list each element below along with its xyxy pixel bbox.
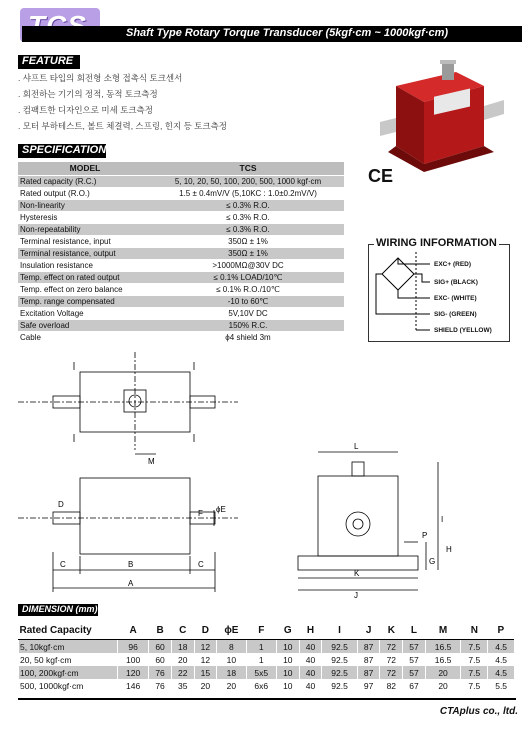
dim-label-D: D [58, 500, 64, 509]
wiring-diagram [368, 244, 508, 340]
dim-cell: 1 [246, 640, 276, 654]
spec-label: Non-linearity [18, 200, 152, 212]
spec-value: >1000MΩ@30V DC [152, 260, 344, 272]
side-view-drawing [298, 452, 438, 590]
wiring-label: SHIELD (YELLOW) [434, 327, 492, 334]
dim-cell: 10 [217, 653, 246, 666]
spec-label: Cable [18, 332, 152, 344]
dim-col-header: A [118, 622, 149, 640]
dim-label-L: L [354, 442, 359, 451]
table-row [18, 260, 344, 272]
dim-col-header: I [322, 622, 358, 640]
table-row [18, 200, 344, 212]
dim-cell: 40 [299, 679, 322, 692]
spec-col-value: TCS [152, 162, 344, 176]
ce-mark: CE [368, 166, 394, 186]
spec-label: Rated output (R.O.) [18, 188, 152, 200]
dim-label-B: B [128, 560, 134, 569]
wiring-label: EXC- (WHITE) [434, 295, 477, 302]
spec-heading-bar [18, 144, 106, 158]
dim-cell: 20 [425, 679, 461, 692]
dim-cell: 76 [149, 666, 172, 679]
dim-cell: 7.5 [461, 679, 488, 692]
spec-col-model: MODEL [18, 162, 152, 176]
spec-label: Safe overload [18, 320, 152, 332]
feature-list [18, 70, 227, 134]
dim-cell: 16.5 [425, 653, 461, 666]
dim-col-header: F [246, 622, 276, 640]
dim-label-K: K [354, 569, 360, 578]
table-row [19, 653, 515, 666]
dim-col-header: J [357, 622, 380, 640]
dim-cell: 22 [171, 666, 194, 679]
dim-col-header: K [380, 622, 403, 640]
dim-cell: 5.5 [488, 679, 514, 692]
spec-label: Hysteresis [18, 212, 152, 224]
dim-cell: 16.5 [425, 640, 461, 654]
dim-label-M: M [148, 457, 155, 466]
dim-cell: 4.5 [488, 666, 514, 679]
dim-col-header: B [149, 622, 172, 640]
dim-cell: 40 [299, 666, 322, 679]
dim-cell: 6x6 [246, 679, 276, 692]
dim-cell: 87 [357, 640, 380, 654]
page-title: Shaft Type Rotary Torque Transducer (5kgf·cm ~ 1000kgf·cm) [126, 27, 449, 39]
product-photo [368, 60, 508, 178]
dim-label-J: J [354, 591, 358, 600]
dim-cell: 40 [299, 653, 322, 666]
top-view-drawing [18, 352, 238, 454]
spec-label: Excitation Voltage [18, 308, 152, 320]
spec-label: Temp. effect on rated output [18, 272, 152, 284]
spec-value: ≤ 0.1% LOAD/10℃ [152, 272, 344, 284]
dim-cell: 92.5 [322, 640, 358, 654]
table-row [18, 176, 344, 188]
dimension-header-row [19, 622, 515, 640]
dim-cell: 10 [276, 679, 299, 692]
dim-label-F: F [198, 509, 203, 518]
dim-cell: 57 [403, 666, 426, 679]
dimension-heading-bar [18, 604, 98, 616]
dim-cell: 120 [118, 666, 149, 679]
table-row [18, 188, 344, 200]
dim-cell: 72 [380, 666, 403, 679]
table-row [19, 640, 515, 654]
feature-item: . 컴팩트한 디자인으로 미세 토크측정 [18, 105, 153, 115]
dim-cell: 57 [403, 653, 426, 666]
dim-cell: 35 [171, 679, 194, 692]
dim-cell: 12 [194, 640, 217, 654]
company-name: CTAplus co., ltd. [439, 706, 518, 717]
spec-label: Insulation resistance [18, 260, 152, 272]
title-bar [22, 26, 522, 42]
spec-value: ≤ 0.1% R.O./10℃ [152, 284, 344, 296]
dim-label-A: A [128, 579, 134, 588]
dim-cell: 4.5 [488, 640, 514, 654]
table-row [18, 248, 344, 260]
spec-value: 5, 10, 20, 50, 100, 200, 500, 1000 kgf·cm [152, 176, 344, 188]
dim-cell: 8 [217, 640, 246, 654]
dim-cell: 100, 200kgf·cm [19, 666, 118, 679]
table-row [19, 666, 515, 679]
dim-cell: 18 [171, 640, 194, 654]
dim-label-G: G [429, 557, 436, 566]
spec-value: ≤ 0.3% R.O. [152, 200, 344, 212]
dim-cell: 20 [217, 679, 246, 692]
dim-cell: 20 [171, 653, 194, 666]
feature-item: . 회전하는 기기의 정적, 동적 토크측정 [18, 89, 158, 99]
spec-value: 150% R.C. [152, 320, 344, 332]
spec-value: ≤ 0.3% R.O. [152, 212, 344, 224]
spec-label: Terminal resistance, input [18, 236, 152, 248]
dim-label-I: I [441, 515, 444, 524]
dim-label-C-right: C [198, 560, 204, 569]
dim-cell: 40 [299, 640, 322, 654]
table-row [18, 284, 344, 296]
front-view-drawing [18, 478, 238, 592]
wiring-title: WIRING INFORMATION [376, 237, 497, 249]
spec-value: ≤ 0.3% R.O. [152, 224, 344, 236]
spec-value: 350Ω ± 1% [152, 248, 344, 260]
dim-col-header: N [461, 622, 488, 640]
dim-col-header: G [276, 622, 299, 640]
spec-label: Terminal resistance, output [18, 248, 152, 260]
dim-cell: 20 [425, 666, 461, 679]
table-row [18, 212, 344, 224]
dim-cell: 96 [118, 640, 149, 654]
feature-heading: FEATURE [22, 55, 74, 67]
dim-cell: 5x5 [246, 666, 276, 679]
spec-value: 1.5 ± 0.4mV/V (5,10KC : 1.0±0.2mV/V) [152, 188, 344, 200]
feature-item: . 샤프트 타입의 회전형 소형 접촉식 토크센서 [18, 73, 183, 83]
dim-col-header: ϕE [217, 622, 246, 640]
spec-label: Rated capacity (R.C.) [18, 176, 152, 188]
dim-col-header: M [425, 622, 461, 640]
table-row [18, 320, 344, 332]
dim-cell: 60 [149, 653, 172, 666]
feature-heading-bar [18, 55, 80, 69]
footer-divider [18, 698, 516, 700]
dim-cell: 7.5 [461, 653, 488, 666]
wiring-label: SIG- (GREEN) [434, 311, 477, 318]
dim-cell: 12 [194, 653, 217, 666]
dim-cell: 92.5 [322, 679, 358, 692]
dim-cell: 87 [357, 653, 380, 666]
dim-label-E: ϕE [216, 505, 226, 514]
dim-cell: 10 [276, 653, 299, 666]
dim-col-header: L [403, 622, 426, 640]
table-row [18, 272, 344, 284]
dim-cell: 10 [276, 640, 299, 654]
dim-col-header: C [171, 622, 194, 640]
table-row [18, 296, 344, 308]
dim-cell: 82 [380, 679, 403, 692]
dim-cell: 20 [194, 679, 217, 692]
spec-value: 350Ω ± 1% [152, 236, 344, 248]
dim-cell: 5, 10kgf·cm [19, 640, 118, 654]
dim-label-C-left: C [60, 560, 66, 569]
dim-cell: 146 [118, 679, 149, 692]
spec-label: Temp. range compensated [18, 296, 152, 308]
spec-value: ϕ4 shield 3m [152, 332, 344, 344]
wiring-info [368, 237, 510, 340]
table-row [19, 679, 515, 692]
dim-col-header: H [299, 622, 322, 640]
dim-label-P: P [422, 531, 428, 540]
dim-cell: 7.5 [461, 640, 488, 654]
dim-cell: 76 [149, 679, 172, 692]
feature-item: . 모터 부하테스트, 볼트 체결력, 스프링, 힌지 등 토크측정 [18, 121, 227, 131]
wiring-label: EXC+ (RED) [434, 261, 472, 268]
spec-heading: SPECIFICATION [22, 144, 107, 156]
dim-cell: 100 [118, 653, 149, 666]
dim-cell: 18 [217, 666, 246, 679]
spec-value: 5V,10V DC [152, 308, 344, 320]
dim-label-H: H [446, 545, 452, 554]
table-row [18, 224, 344, 236]
dim-cell: 67 [403, 679, 426, 692]
dim-cell: 7.5 [461, 666, 488, 679]
dim-cell: 10 [276, 666, 299, 679]
dim-cell: 4.5 [488, 653, 514, 666]
spec-table [18, 161, 344, 343]
dim-cell: 60 [149, 640, 172, 654]
dim-cell: 500, 1000kgf·cm [19, 679, 118, 692]
dimension-drawings [18, 352, 518, 602]
dimension-heading: DIMENSION (mm) [22, 604, 98, 614]
table-row [18, 332, 344, 344]
dim-cell: 15 [194, 666, 217, 679]
spec-label: Non-repeatability [18, 224, 152, 236]
spec-label: Temp. effect on zero balance [18, 284, 152, 296]
dim-cell: 87 [357, 666, 380, 679]
dim-cell: 92.5 [322, 666, 358, 679]
spec-value: -10 to 60℃ [152, 296, 344, 308]
dimension-table [18, 622, 514, 692]
dim-cell: 20, 50 kgf·cm [19, 653, 118, 666]
dim-cell: 72 [380, 640, 403, 654]
dim-col-header: P [488, 622, 514, 640]
dim-cell: 72 [380, 653, 403, 666]
dim-cell: 92.5 [322, 653, 358, 666]
dim-col-header: Rated Capacity [19, 622, 118, 640]
dim-cell: 1 [246, 653, 276, 666]
table-row [18, 308, 344, 320]
dim-cell: 97 [357, 679, 380, 692]
table-row [18, 236, 344, 248]
wiring-label: SIG+ (BLACK) [434, 279, 478, 286]
dim-col-header: D [194, 622, 217, 640]
dim-cell: 57 [403, 640, 426, 654]
